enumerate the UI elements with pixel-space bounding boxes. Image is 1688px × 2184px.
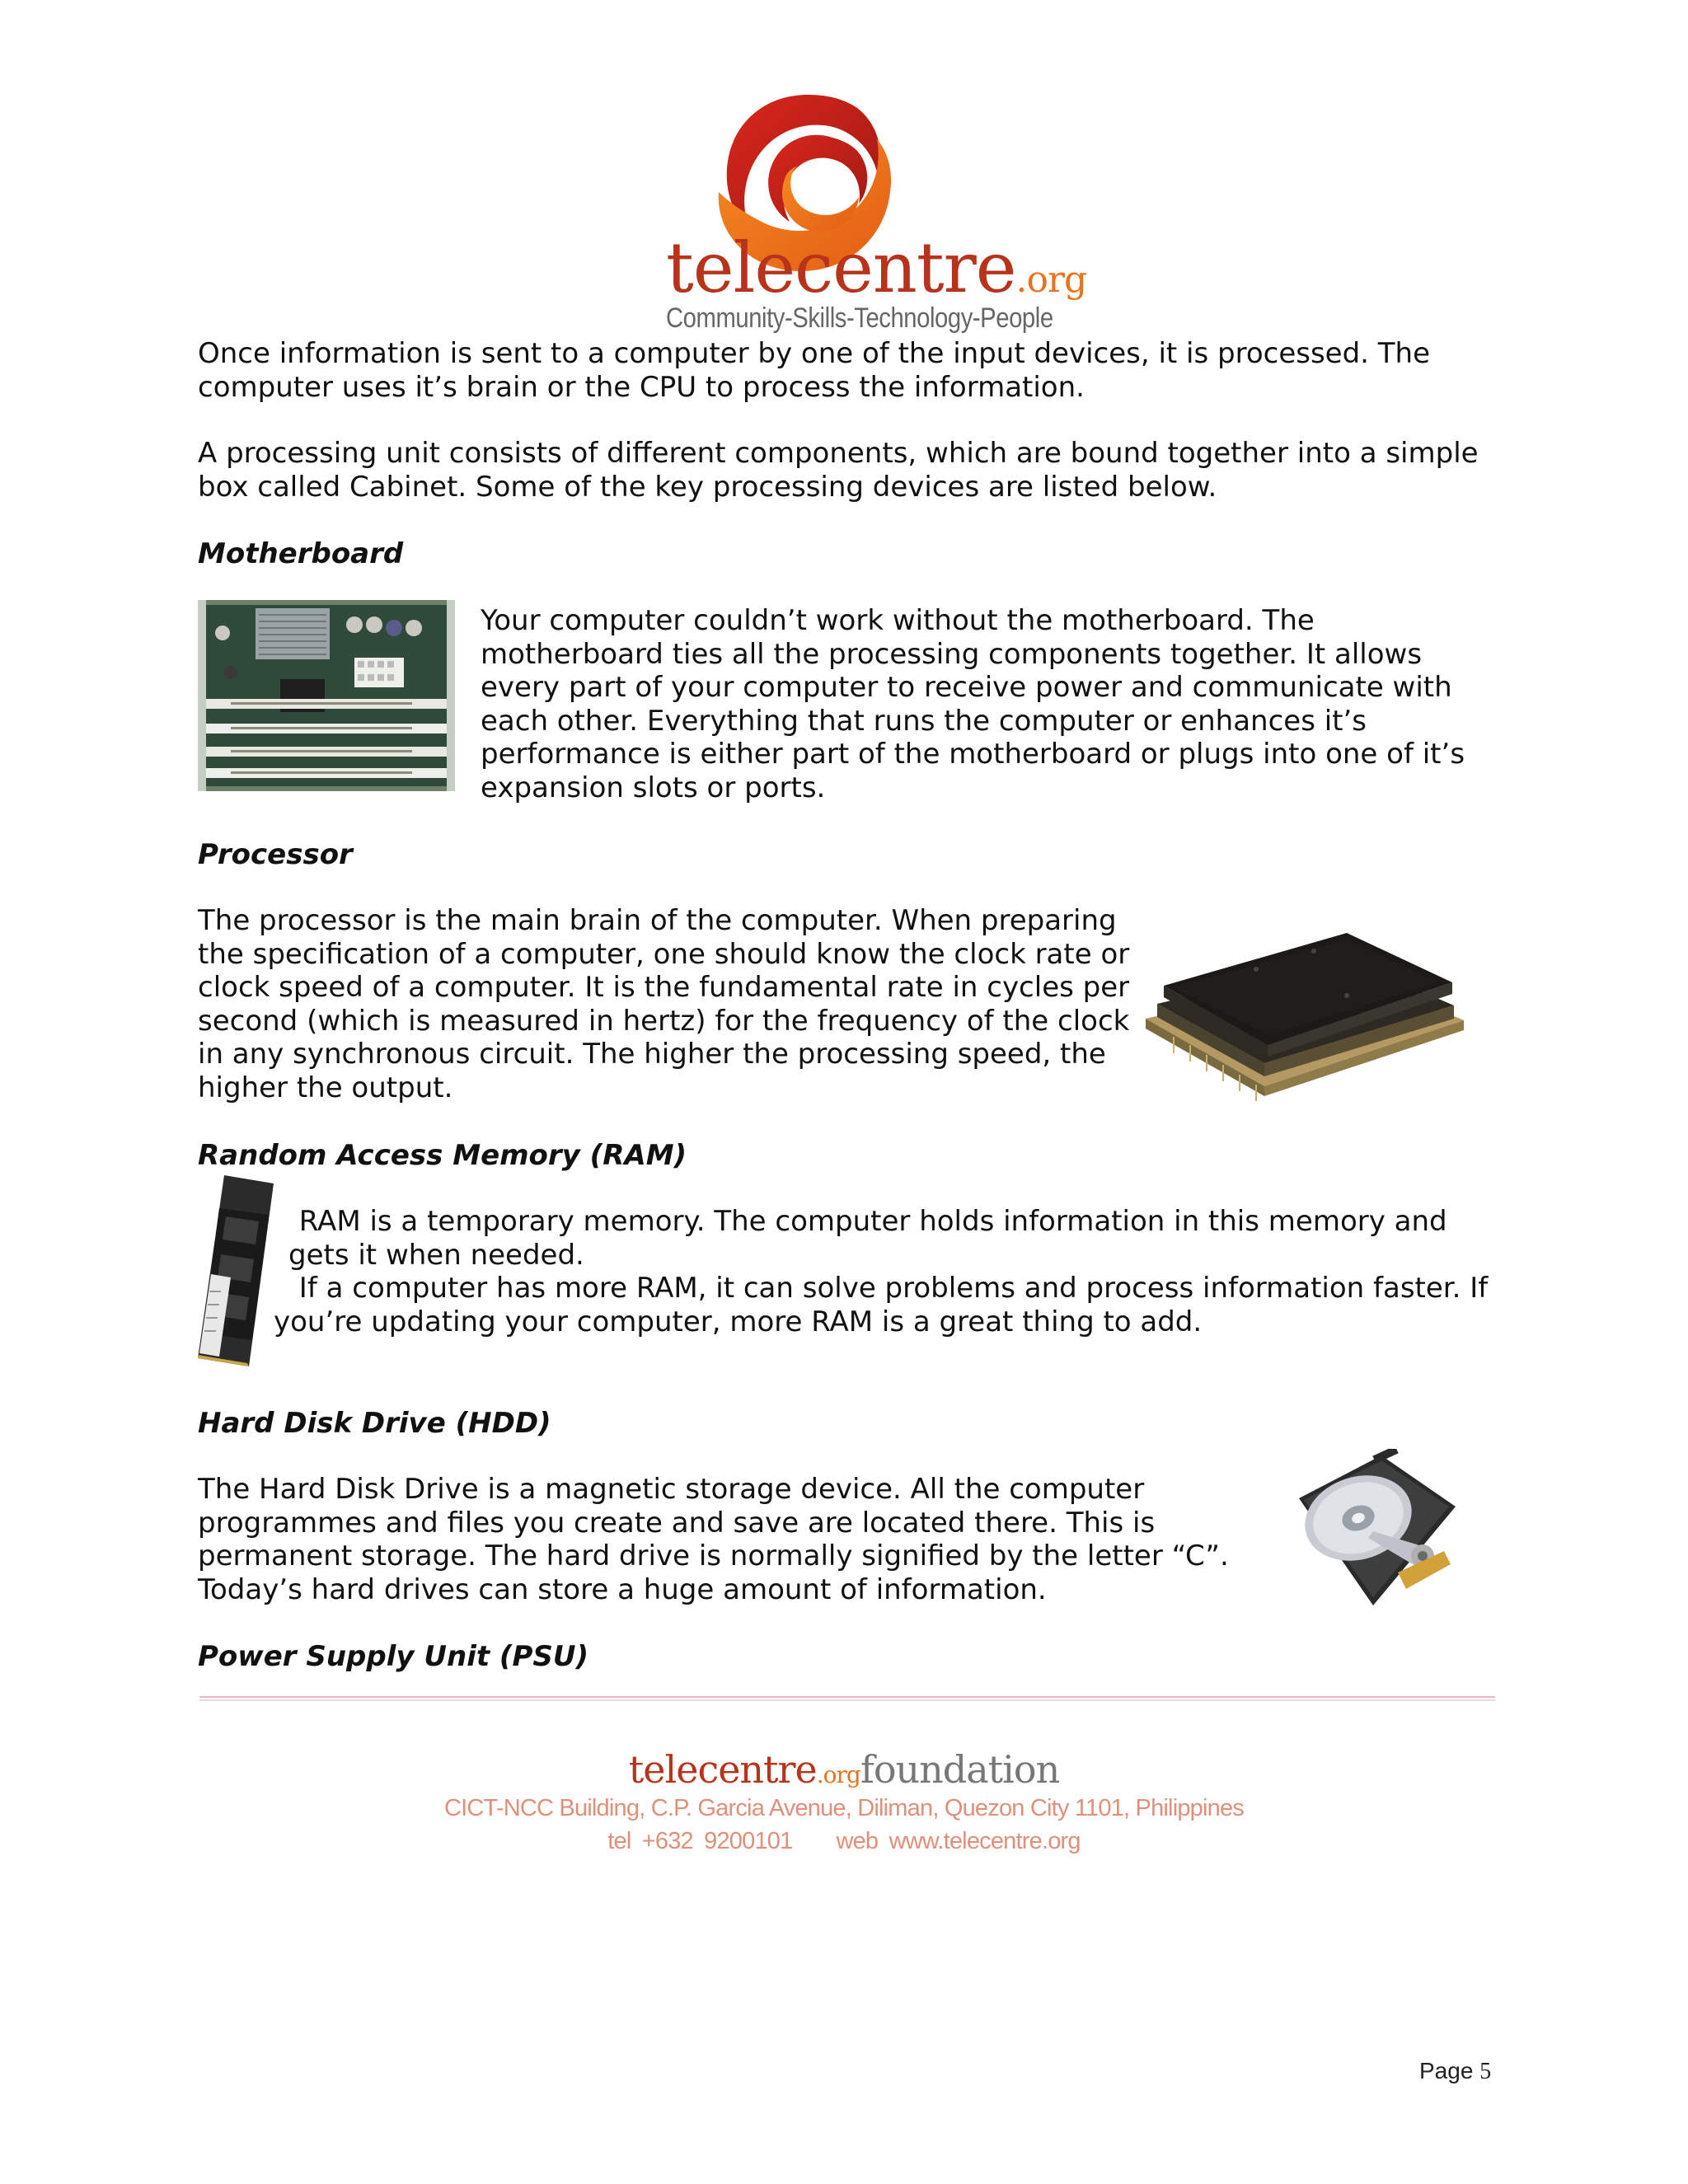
heading-psu: Power Supply Unit (PSU): [198, 1640, 589, 1673]
footer-divider: [199, 1696, 1495, 1701]
text-line: RAM is a temporary memory. The computer holds information in this memory and: [290, 1205, 1447, 1238]
logo-wordmark: telecentre.org: [666, 227, 1087, 308]
motherboard-text: [481, 604, 1465, 804]
footer-address: CICT-NCC Building, C.P. Garcia Avenue, Diliman, Quezon City 1101, Philippines: [444, 1795, 1244, 1821]
text-line: If a computer has more RAM, it can solve problems and process information faster. If: [290, 1272, 1489, 1305]
heading-motherboard: Motherboard: [198, 537, 404, 570]
text-line: Once information is sent to a computer by one of the input devices, it is processed. The: [198, 337, 1431, 370]
logo-tagline: Community-Skills-Technology-People: [666, 302, 1053, 334]
text-line: A processing unit consists of different components, which are bound together into a simple: [198, 437, 1479, 470]
text-line: expansion slots or ports.: [481, 771, 826, 804]
text-line: The processor is the main brain of the computer. When preparing: [198, 904, 1117, 937]
text-line: the specification of a computer, one should know the clock rate or: [198, 937, 1130, 971]
hdd-text: [198, 1473, 1229, 1606]
intro-paragraph-1: [198, 337, 1430, 404]
heading-hdd: Hard Disk Drive (HDD): [198, 1407, 551, 1440]
text-line: Today’s hard drives can store a huge amount of information.: [198, 1572, 1047, 1606]
text-line: every part of your computer to receive power and communicate with: [481, 671, 1452, 704]
text-line: each other. Everything that runs the computer or enhances it’s: [481, 704, 1367, 738]
hard-disk-photo-icon: [1282, 1449, 1465, 1610]
processor-text: [198, 904, 1129, 1104]
text-line: box called Cabinet. Some of the key processing devices are listed below.: [198, 470, 1217, 504]
text-line: computer uses it’s brain or the CPU to process the information.: [198, 370, 1085, 404]
text-line: clock speed of a computer. It is the fundamental rate in cycles per: [198, 971, 1130, 1004]
hdd-image: [1282, 1449, 1465, 1610]
text-line: programmes and files you create and save are located there. This is: [198, 1506, 1156, 1540]
text-line: second (which is measured in hertz) for the frequency of the clock: [198, 1004, 1130, 1038]
ram-image: [195, 1175, 277, 1366]
text-line: you’re updating your computer, more RAM is a great thing to add.: [274, 1305, 1203, 1338]
text-line: motherboard ties all the processing components together. It allows: [481, 637, 1423, 671]
footer-contact: tel +632 9200101 web www.telecentre.org: [607, 1828, 1081, 1854]
processor-image: [1141, 921, 1467, 1111]
text-line: permanent storage. The hard drive is normally signified by the letter “C”.: [198, 1540, 1229, 1572]
motherboard-image: [198, 600, 455, 791]
ram-stick-photo-icon: [195, 1175, 277, 1366]
text-line: Your computer couldn’t work without the motherboard. The: [481, 604, 1315, 637]
intro-paragraph-2: [198, 437, 1479, 504]
text-line: The Hard Disk Drive is a magnetic storage device. All the computer: [198, 1473, 1145, 1506]
footer-brand: telecentre.orgfoundation: [628, 1747, 1060, 1792]
text-line: higher the output.: [198, 1071, 453, 1104]
motherboard-photo-icon: [198, 600, 455, 791]
text-line: performance is either part of the motherboard or plugs into one of it’s: [481, 738, 1465, 771]
heading-processor: Processor: [198, 838, 353, 871]
heading-ram: Random Access Memory (RAM): [198, 1139, 687, 1172]
text-line: gets it when needed.: [288, 1238, 584, 1272]
cpu-module-photo-icon: [1141, 921, 1467, 1111]
text-line: in any synchronous circuit. The higher the processing speed, the: [198, 1038, 1106, 1071]
page-number: Page 5: [1419, 2058, 1492, 2084]
ram-text: [274, 1205, 1488, 1338]
